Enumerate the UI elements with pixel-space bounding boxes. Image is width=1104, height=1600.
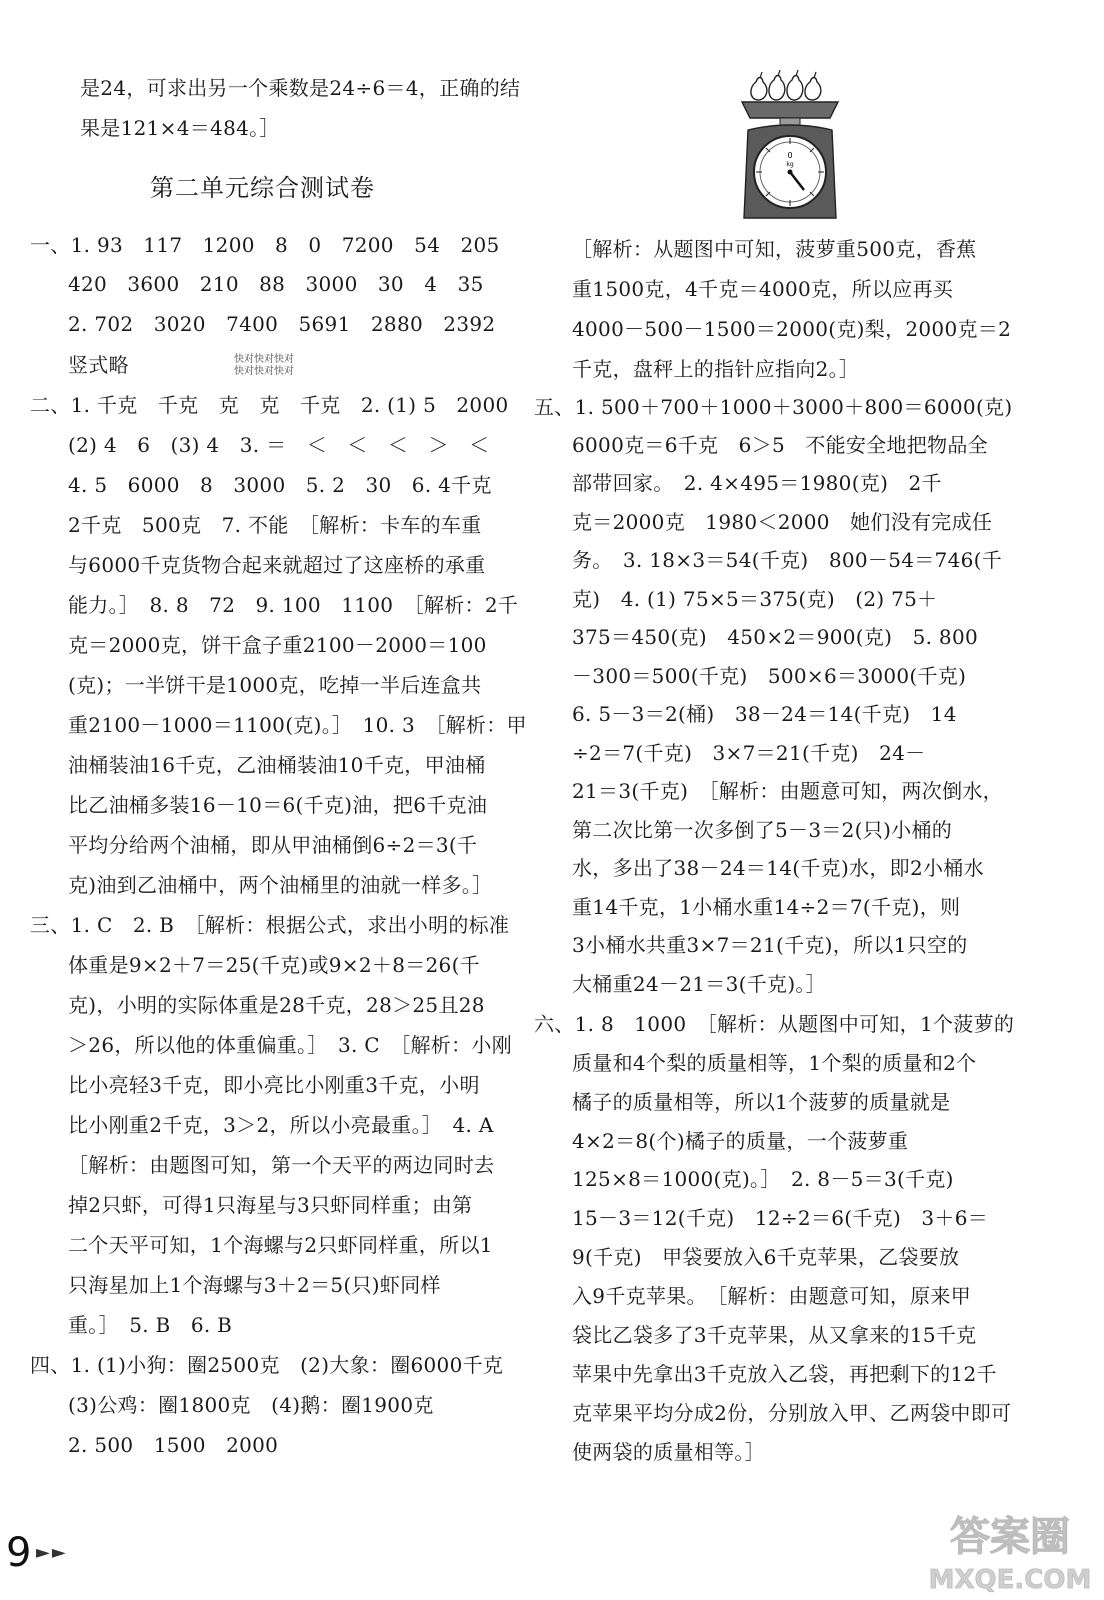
answer-line: 克苹果平均分成2份，分别放入甲、乙两袋中即可 — [572, 1401, 1012, 1425]
answer-line: 重2100－1000＝1100(克)。］ 10. 3 ［解析：甲 — [68, 713, 527, 737]
answer-line: 部带回家。 2. 4×495＝1980(克) 2千 — [572, 471, 942, 495]
answer-line: 420 3600 210 88 3000 30 4 35 — [68, 272, 484, 296]
page-arrows: ►► — [36, 1542, 68, 1563]
answer-line: 使两袋的质量相等。］ — [572, 1440, 765, 1464]
answer-line: 125×8＝1000(克)。］ 2. 8－5＝3(千克) — [572, 1167, 954, 1191]
answer-line: 6000克＝6千克 6＞5 不能安全地把物品全 — [572, 433, 988, 457]
answer-line: 9(千克) 甲袋要放入6千克苹果，乙袋要放 — [572, 1245, 960, 1269]
answer-line: 4×2＝8(个)橘子的质量，一个菠萝重 — [572, 1129, 909, 1153]
answer-line: 克)，小明的实际体重是28千克，28＞25且28 — [68, 993, 485, 1017]
answer-line: 3小桶水共重3×7＝21(千克)，所以1只空的 — [572, 933, 968, 957]
answer-line: 三、1. C 2. B ［解析：根据公式，求出小明的标准 — [30, 913, 510, 937]
answer-line: 六、1. 8 1000 ［解析：从题图中可知，1个菠萝的 — [534, 1012, 1015, 1036]
answer-line: 质量和4个梨的质量相等，1个梨的质量和2个 — [572, 1051, 977, 1075]
pear-icon — [751, 76, 821, 101]
answer-line: 4. 5 6000 8 3000 5. 2 30 6. 4千克 — [68, 473, 492, 497]
answer-line: 橘子的质量相等，所以1个菠萝的质量就是 — [572, 1090, 951, 1114]
answer-line: ÷2＝7(千克) 3×7＝21(千克) 24－ — [572, 741, 926, 765]
answer-line: 比乙油桶多装16－10＝6(千克)油，把6千克油 — [68, 793, 488, 817]
answer-line: ［解析：从题图中可知，菠萝重500克，香蕉 — [572, 237, 977, 261]
svg-text:MXQE.COM: MXQE.COM — [928, 1565, 1092, 1595]
answer-line: 一、1. 93 117 1200 8 0 7200 54 205 — [30, 233, 500, 257]
answer-line: 千克，盘秤上的指针应指向2。］ — [572, 357, 860, 381]
answer-line: 克)油到乙油桶中，两个油桶里的油就一样多。］ — [68, 873, 493, 897]
answer-line: 比小亮轻3千克，即小亮比小刚重3千克，小明 — [68, 1073, 480, 1097]
answer-line: 4000－500－1500＝2000(克)梨，2000克＝2 — [572, 317, 1012, 341]
answer-line: ＞26，所以他的体重偏重。］ 3. C ［解析：小刚 — [68, 1033, 512, 1057]
answer-line: 2. 500 1500 2000 — [68, 1433, 279, 1457]
answer-line: 能力。］ 8. 8 72 9. 100 1100 ［解析：2千 — [68, 593, 519, 617]
answer-line: 克＝2000克，饼干盒子重2100－2000＝100 — [68, 633, 487, 657]
answer-line: 四、1. (1)小狗：圈2500克 (2)大象：圈6000千克 — [30, 1353, 504, 1377]
scale-illustration — [740, 70, 840, 226]
answer-line: 375＝450(克) 450×2＝900(克) 5. 800 — [572, 625, 979, 649]
answer-line: 21＝3(千克) ［解析：由题意可知，两次倒水， — [572, 779, 1003, 803]
dial-zero-label: 0 — [787, 151, 793, 160]
answer-line: 入9千克苹果。 ［解析：由题意可知，原来甲 — [572, 1284, 972, 1308]
answer-line: (3)公鸡：圈1800克 (4)鹅：圈1900克 — [68, 1393, 434, 1417]
answer-line: 竖式略 — [68, 353, 129, 377]
answer-line: (克)；一半饼干是1000克，吃掉一半后连盒共 — [68, 673, 482, 697]
answer-line: 大桶重24－21＝3(千克)。］ — [572, 972, 827, 996]
answer-line: 掉2只虾，可得1只海星与3只虾同样重；由第 — [68, 1193, 473, 1217]
answer-line: 6. 5－3＝2(桶) 38－24＝14(千克) 14 — [572, 702, 957, 726]
answer-line: (2) 4 6 (3) 4 3. ＝ ＜ ＜ ＜ ＞ ＜ — [68, 433, 490, 457]
page-title: 第二单元综合测试卷 — [150, 174, 375, 202]
dial-unit-label: kg — [786, 161, 794, 168]
answer-line: ［解析：由题图可知，第一个天平的两边同时去 — [68, 1153, 495, 1177]
answer-line: 平均分给两个油桶，即从甲油桶倒6÷2＝3(千 — [68, 833, 478, 857]
svg-text:答案圈: 答案圈 — [950, 1514, 1070, 1560]
answer-line: 五、1. 500＋700＋1000＋3000＋800＝6000(克) — [534, 395, 1013, 419]
answer-line: 果是121×4＝484。］ — [80, 116, 280, 140]
answer-line: 重。］ 5. B 6. B — [68, 1313, 233, 1337]
handwritten-note: 快对快对快对 快对快对快对 — [234, 354, 294, 377]
answer-line: 油桶装油16千克，乙油桶装油10千克，甲油桶 — [68, 753, 486, 777]
answer-line: 15－3＝12(千克) 12÷2＝6(千克) 3＋6＝ — [572, 1206, 989, 1230]
answer-line: 2千克 500克 7. 不能 ［解析：卡车的车重 — [68, 513, 482, 537]
answer-line: 只海星加上1个海螺与3＋2＝5(只)虾同样 — [68, 1273, 441, 1297]
answer-line: 务。 3. 18×3＝54(千克) 800－54＝746(千 — [572, 548, 1003, 572]
answer-line: 与6000千克货物合起来就超过了这座桥的承重 — [68, 553, 486, 577]
answer-line: 克) 4. (1) 75×5＝375(克) (2) 75＋ — [572, 587, 938, 611]
answer-line: 体重是9×2＋7＝25(千克)或9×2＋8＝26(千 — [68, 953, 480, 977]
answer-line: 袋比乙袋多了3千克苹果，从又拿来的15千克 — [572, 1323, 977, 1347]
answer-line: 克＝2000克 1980＜2000 她们没有完成任 — [572, 510, 993, 534]
answer-line: 重14千克，1小桶水重14÷2＝7(千克)，则 — [572, 895, 961, 919]
answer-line: 2. 702 3020 7400 5691 2880 2392 — [68, 312, 496, 336]
answer-line: －300＝500(千克) 500×6＝3000(千克) — [572, 664, 967, 688]
answer-line: 重1500克，4千克＝4000克，所以应再买 — [572, 277, 954, 301]
answer-line: 第二次比第一次多倒了5－3＝2(只)小桶的 — [572, 818, 953, 842]
answer-line: 是24，可求出另一个乘数是24÷6＝4，正确的结 — [80, 76, 521, 100]
watermark-logo — [920, 1500, 1100, 1595]
answer-line: 比小刚重2千克，3＞2，所以小亮最重。］ 4. A — [68, 1113, 494, 1137]
answer-line: 水，多出了38－24＝14(千克)水，即2小桶水 — [572, 856, 984, 880]
answer-line: 苹果中先拿出3千克放入乙袋，再把剩下的12千 — [572, 1362, 997, 1386]
page-number: 9 — [6, 1530, 32, 1576]
answer-line: 二、1. 千克 千克 克 克 千克 2. (1) 5 2000 — [30, 393, 509, 417]
answer-line: 二个天平可知，1个海螺与2只虾同样重，所以1 — [68, 1233, 493, 1257]
